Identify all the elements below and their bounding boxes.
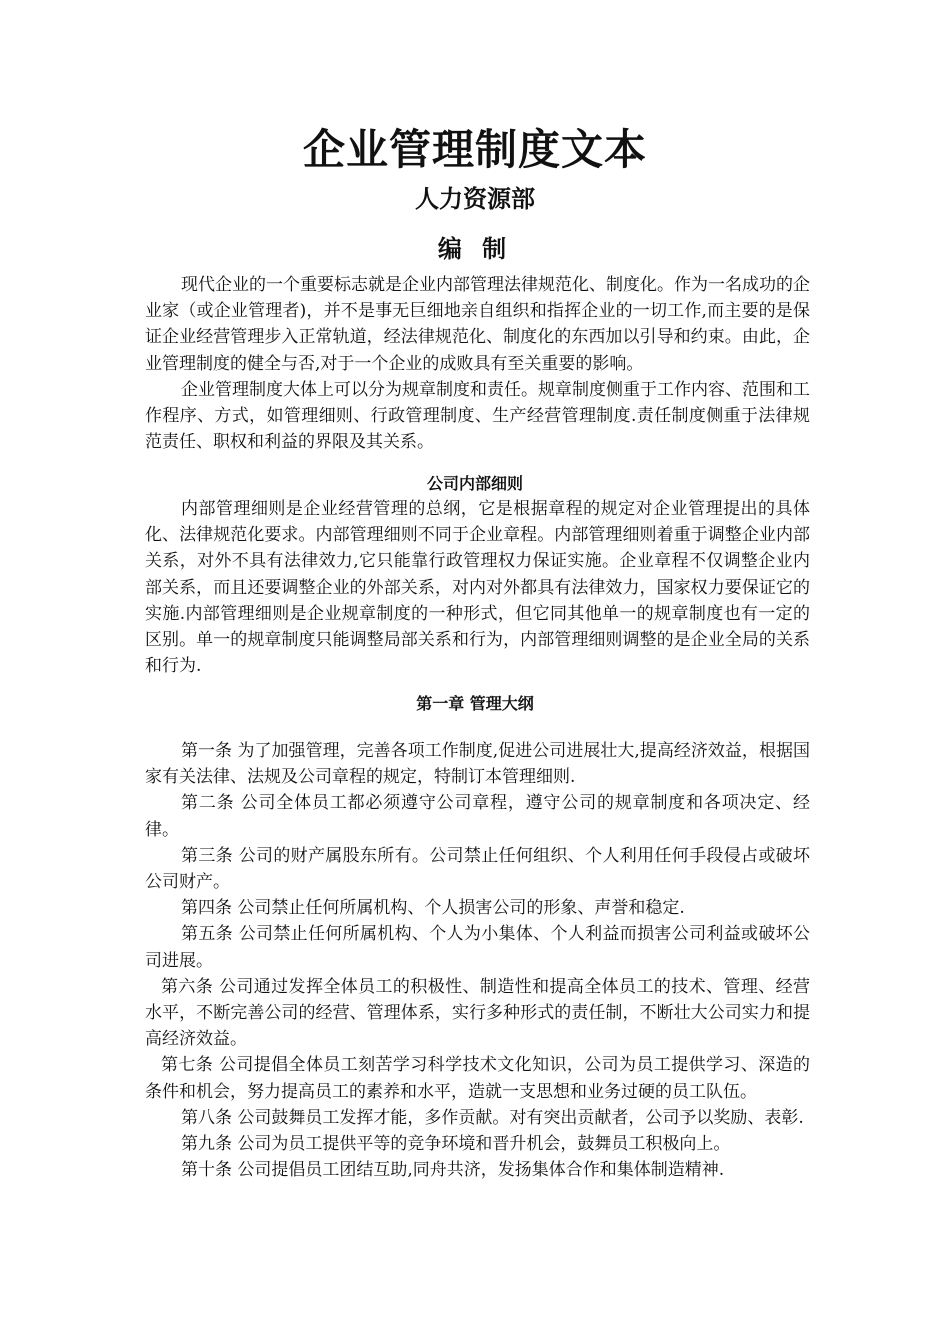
section-heading: 公司内部细则 [426, 474, 523, 493]
article-8: 第八条 公司鼓舞员工发挥才能，多作贡献。对有突出贡献者，公司予以奖励、表彰. [181, 1107, 804, 1128]
article-4: 第四条 公司禁止任何所属机构、个人损害公司的形象、声誉和稳定. [181, 898, 685, 919]
article-7: 第七条 公司提倡全体员工刻苦学习科学技术文化知识，公司为员工提供学习、深造的条件和机会，努力提高员工的素养和水平，造就一支思想和业务过硬的员工队伍。 [145, 1055, 810, 1102]
article-3: 第三条 公司的财产属股东所有。公司禁止任何组织、个人利用任何手段侵占或破坏公司财产。 [145, 845, 810, 893]
compile-heading: 编 制 [437, 235, 513, 263]
intro-paragraph-2: 企业管理制度大体上可以分为规章制度和责任。规章制度侧重于工作内容、范围和工作程序、方式，如管理细则、行政管理制度、生产经营管理制度.责任制度侧重于法律规范责任、职权和利益的界限及其关系。 [145, 379, 810, 453]
article-5: 第五条 公司禁止任何所属机构、个人为小集体、个人利益而损害公司利益或破坏公司进展。 [145, 924, 810, 971]
article-1: 第一条 为了加强管理，完善各项工作制度,促进公司进展壮大,提高经济效益，根据国家有关法律、法规及公司章程的规定，特制订本管理细则. [145, 741, 810, 788]
document-title: 企业管理制度文本 [302, 125, 647, 174]
article-9: 第九条 公司为员工提供平等的竞争环境和晋升机会，鼓舞员工积极向上。 [181, 1134, 731, 1155]
articles-list [145, 738, 810, 1183]
intro-paragraph-1: 现代企业的一个重要标志就是企业内部管理法律规范化、制度化。作为一名成功的企业家（或企业管理者)，并不是事无巨细地亲自组织和指挥企业的一切工作,而主要的是保证企业经营管理步入正常轨道，经法律规范化、制度化的东西加以引导和约束。由此，企业管理制度的健全与否,对于一个企业的成败具有至关重要的影响。 [145, 275, 810, 374]
chapter-heading: 第一章 管理大纲 [416, 694, 534, 713]
section-paragraph: 内部管理细则是企业经营管理的总纲，它是根据章程的规定对企业管理提出的具体化、法律规范化要求。内部管理细则不同于企业章程。内部管理细则着重于调整企业内部关系，对外不具有法律效力,它只能靠行政管理权力保证实施。企业章程不仅调整企业内部关系，而且还要调整企业的外部关系，对内对外都具有法律效力，国家权力要保证它的实施.内部管理细则是企业规章制度的一种形式，但它同其他单一的规章制度也有一定的区别。单一的规章制度只能调整局部关系和行为，内部管理细则调整的是企业全局的关系和行为. [145, 499, 810, 677]
article-6: 第六条 公司通过发挥全体员工的积极性、制造性和提高全体员工的技术、管理、经营水平，不断完善公司的经营、管理体系，实行多种形式的责任制，不断壮大公司实力和提高经济效益。 [145, 976, 810, 1050]
department-subtitle: 人力资源部 [415, 185, 535, 213]
article-10: 第十条 公司提倡员工团结互助,同舟共济，发扬集体合作和集体制造精神. [181, 1160, 725, 1181]
section-body [145, 496, 810, 679]
article-2: 第二条 公司全体员工都必须遵守公司章程，遵守公司的规章制度和各项决定、经律。 [145, 793, 810, 840]
intro-section [145, 272, 810, 455]
